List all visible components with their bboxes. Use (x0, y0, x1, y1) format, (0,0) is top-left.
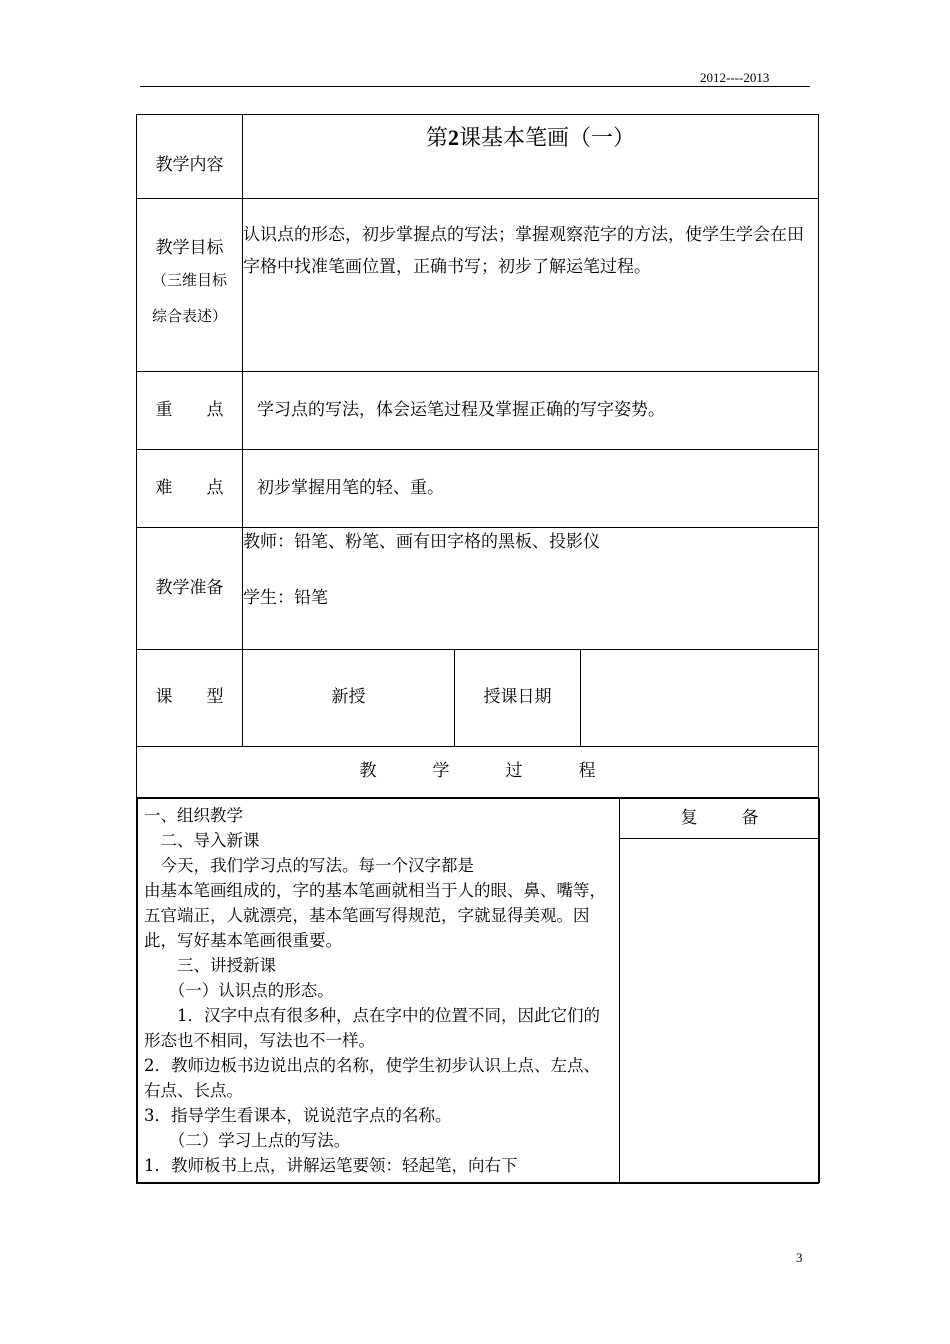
key-text: 学习点的写法，体会运笔过程及掌握正确的写字姿势。 (243, 372, 819, 450)
row-class-type (137, 650, 819, 747)
process-line: 1．汉字中点有很多种，点在字中的位置不同，因此它们的形态也不相同，写法也不一样。 (144, 1006, 600, 1050)
difficulty-label: 难 点 (137, 450, 243, 528)
process-header (137, 747, 819, 798)
row-objective (137, 199, 819, 372)
date-label: 授课日期 (455, 650, 581, 747)
header-year-range: 2012----2013 (700, 70, 770, 85)
process-line: 一、组织教学 (144, 806, 243, 825)
process-line: （二）学习上点的写法。 (144, 1131, 351, 1150)
review-notes-area (620, 839, 820, 1183)
page-number: 3 (796, 1250, 803, 1265)
type-label: 课 型 (137, 650, 243, 747)
review-char-1: 复 (680, 807, 698, 828)
objective-text: 认识点的形态，初步掌握点的写法；掌握观察范字的方法，使学生学会在田字格中找准笔画位置，正确书写；初步了解运笔过程。 (243, 199, 819, 372)
row-key-point (137, 372, 819, 450)
prep-teacher: 教师：铅笔、粉笔、画有田字格的黑板、投影仪 (243, 532, 600, 552)
process-inner-table (137, 798, 820, 1183)
lesson-title (243, 115, 819, 199)
row-content (137, 115, 819, 199)
process-char-1: 教 (359, 761, 377, 782)
process-line: 1．教师板书上点，讲解运笔要领：轻起笔，向右下 (144, 1156, 518, 1175)
prep-content (243, 528, 819, 650)
header-rule (140, 86, 810, 87)
process-char-3: 过 (505, 761, 523, 782)
title-prefix: 第 (426, 126, 449, 151)
objective-sub1: （三维目标 (151, 270, 227, 289)
process-char-2: 学 (432, 761, 450, 782)
process-line: 3．指导学生看课本，说说范字点的名称。 (144, 1106, 452, 1125)
objective-sub2: 综合表述） (151, 306, 227, 325)
review-char-2: 备 (741, 807, 759, 828)
content-label: 教学内容 (137, 115, 243, 199)
process-line: 二、导入新课 (144, 831, 260, 850)
prep-label: 教学准备 (137, 528, 243, 650)
key-label: 重 点 (137, 372, 243, 450)
title-number: 2 (448, 125, 460, 150)
prep-student: 学生：铅笔 (243, 587, 328, 608)
process-char-4: 程 (578, 761, 596, 782)
review-header (620, 799, 820, 839)
process-line: 由基本笔画组成的，字的基本笔画就相当于人的眼、鼻、嘴等，五官端正，人就漂亮，基本笔画写得规范，字就显得美观。因此，写好基本笔画很重要。 (144, 881, 606, 950)
process-line: 三、讲授新课 (144, 956, 276, 975)
difficulty-text: 初步掌握用笔的轻、重。 (243, 450, 819, 528)
process-line: 2．教师边板书边说出点的名称，使学生初步认识上点、左点、右点、长点。 (144, 1056, 600, 1100)
process-text (138, 799, 620, 1183)
row-process-body (137, 798, 819, 1184)
row-process-header (137, 747, 819, 798)
process-body (137, 798, 819, 1184)
objective-label-cell (137, 199, 243, 372)
row-difficulty (137, 450, 819, 528)
lesson-plan-table (136, 114, 819, 1184)
objective-label: 教学目标 (155, 238, 224, 259)
process-line: （一）认识点的形态。 (144, 981, 334, 1000)
type-value: 新授 (243, 650, 455, 747)
date-value (581, 650, 819, 747)
process-line: 今天，我们学习点的写法。每一个汉字都是 (144, 856, 474, 875)
row-preparation (137, 528, 819, 650)
title-suffix: 课基本笔画（一） (459, 126, 636, 151)
